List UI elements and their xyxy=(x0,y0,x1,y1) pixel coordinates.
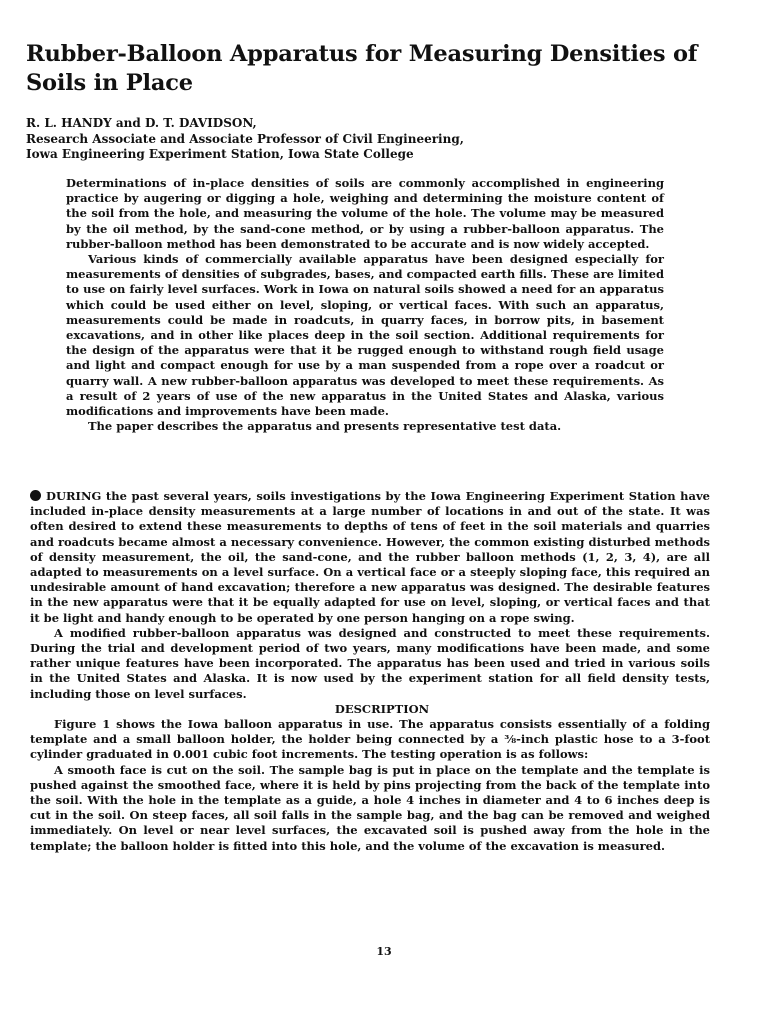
body-paragraph: A modified rubber-balloon apparatus was designed and constructed to meet these requirements. During the trial and development period of two years, many modifications have been made, and some rather unique features have been incorporated. The apparatus has been used and tried in various soils in the United States and Alaska. It is now used by the experiment station for all field density tests, including those on level surfaces. xyxy=(30,625,710,701)
section-heading: DESCRIPTION xyxy=(334,701,430,716)
abstract xyxy=(66,176,664,434)
body-text xyxy=(30,489,710,854)
abstract-paragraph: The paper describes the apparatus and presents representative test data. xyxy=(88,419,562,434)
bullet-icon xyxy=(30,490,41,501)
paper-title: Rubber-Balloon Apparatus for Measuring Densities of Soils in Place xyxy=(26,41,698,96)
author-names: R. L. HANDY and D. T. DAVIDSON, xyxy=(26,116,257,130)
page-number: 13 xyxy=(376,945,392,958)
author-affiliation: Iowa Engineering Experiment Station, Iowa State College xyxy=(26,147,414,161)
author-positions: Research Associate and Associate Professor of Civil Engineering, xyxy=(26,131,464,146)
abstract-paragraph: Various kinds of commercially available apparatus have been designed especially for measurements of densities of subgrades, bases, and compacted earth fills. These are limited to use on fairly level surfaces. Work in Iowa on natural soils showed a need for an apparatus which could be used either on level, sloping, or vertical faces. With such an apparatus, measurements could be made in roadcuts, in quarry faces, in borrow pits, in basement excavations, and in other like places deep in the soil section. Additional requirements for the design of the apparatus were that it be rugged enough to withstand rough field usage and light and compact enough for use by a man suspended from a rope over a roadcut or quarry wall. A new rubber-balloon apparatus was developed to meet these requirements. As a result of 2 years of use of the new apparatus in the United States and Alaska, various modifications and improvements have been made. xyxy=(66,252,664,419)
abstract-paragraph: Determinations of in-place densities of soils are commonly accomplished in engineering practice by augering or digging a hole, weighing and determining the moisture content of the soil from the hole, and measuring the volume of the hole. The volume may be measured by the oil method, by the sand-cone method, or by using a rubber-balloon apparatus. The rubber-balloon method has been demonstrated to be accurate and is now widely accepted. xyxy=(66,176,664,251)
body-paragraph xyxy=(30,489,710,626)
body-paragraph: Figure 1 shows the Iowa balloon apparatus in use. The apparatus consists essentially of a folding template and a small balloon holder, the holder being connected by a ⅜-inch plastic hose to a 3-foot cylinder graduated in 0.001 cubic foot increments. The testing operation is as follows: xyxy=(30,717,710,762)
body-paragraph-text: DURING the past several years, soils investigations by the Iowa Engineering Experiment Station have included in-place density measurements at a large number of locations in and out of the state. It was often desired to extend these measurements to depths of tens of feet in the soil materials and quarries and roadcuts became almost a necessary convenience. However, the common existing disturbed methods of density measurement, the oil, the sand-cone, and the rubber balloon methods (1, 2, 3, 4), are all adapted to measurements on a level surface. On a vertical face or a steeply sloping face, this required an undesirable amount of hand excavation; therefore a new apparatus was designed. The desirable features in the new apparatus were that it be equally adapted for use on level, sloping, or vertical faces and that it be light and handy enough to be operated by one person hanging on a rope swing. xyxy=(30,489,710,625)
body-paragraph: A smooth face is cut on the soil. The sample bag is put in place on the template and the template is pushed against the smoothed face, where it is held by pins projecting from the back of the template into the soil. With the hole in the template as a guide, a hole 4 inches in diameter and 4 to 6 inches deep is cut in the soil. On steep faces, all soil falls in the sample bag, and the bag can be removed and weighed immediately. On level or near level surfaces, the excavated soil is pushed away from the hole in the template; the balloon holder is fitted into this hole, and the volume of the excavation is measured. xyxy=(30,762,710,853)
author-block xyxy=(26,116,726,163)
